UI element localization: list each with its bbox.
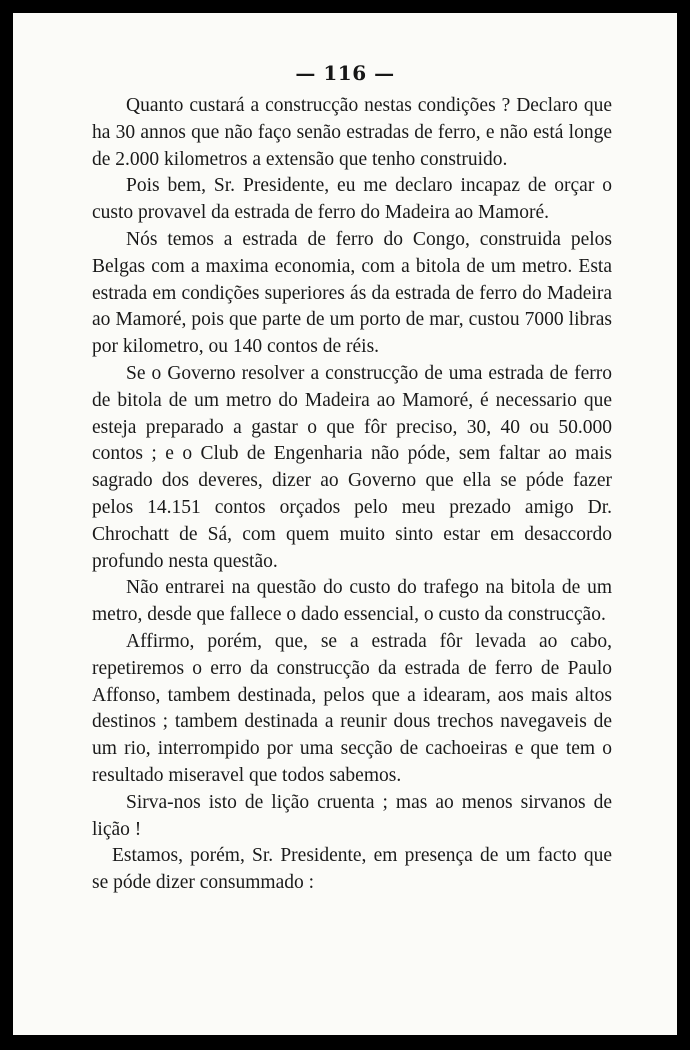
paragraph-2: Pois bem, Sr. Presidente, eu me declaro incapaz de orçar o custo provavel da estrada de ferro do Madeira ao Mamoré. [92,175,612,224]
book-page [13,13,677,1035]
paragraph-5: Não entrarei na questão do custo do trafego na bitola de um metro, desde que fallece o dado essencial, o custo da construcção. [92,577,612,626]
paragraph-3: Nós temos a estrada de ferro do Congo, construida pelos Belgas com a maxima economia, com a bitola de um metro. Esta estrada em condições superiores ás da estrada de ferro do Madeira ao Mamoré, pois que parte de um porto de mar, custou 7000 libras por kilometro, ou 140 contos de réis. [92,228,612,358]
body-text [92,93,612,897]
paragraph-7: Sirva-nos isto de lição cruenta ; mas ao menos sirvanos de lição ! [92,791,612,840]
paragraph-4: Se o Governo resolver a construcção de uma estrada de ferro de bitola de um metro do Madeira ao Mamoré, é necessario que esteja preparado a gastar o que fôr preciso, 30, 40 ou 50.000 contos ; e o Club de Engenharia não póde, sem faltar ao mais sagrado dos deveres, dizer ao Governo que ella se póde fazer pelos 14.151 contos orçados pelo meu prezado amigo Dr. Chrochatt de Sá, com quem muito sinto estar em desaccordo profundo nesta questão. [92,362,612,572]
paragraph-6: Affirmo, porém, que, se a estrada fôr levada ao cabo, repetiremos o erro da construcção da estrada de ferro de Paulo Affonso, tambem destinada, pelos que a idearam, aos mais altos destinos ; tambem destinada a reunir dous trechos navegaveis de um rio, interrompido por uma secção de cachoeiras e que tem o resultado miseravel que todos sabemos. [92,630,612,786]
paragraph-1: Quanto custará a construcção nestas condições ? Declaro que ha 30 annos que não faço senão estradas de ferro, e não está longe de 2.000 kilometros a extensão que tenho construido. [92,95,612,170]
page-number: — 116 — [295,61,395,85]
paragraph-8: Estamos, porém, Sr. Presidente, em presença de um facto que se póde dizer consummado : [92,845,612,894]
